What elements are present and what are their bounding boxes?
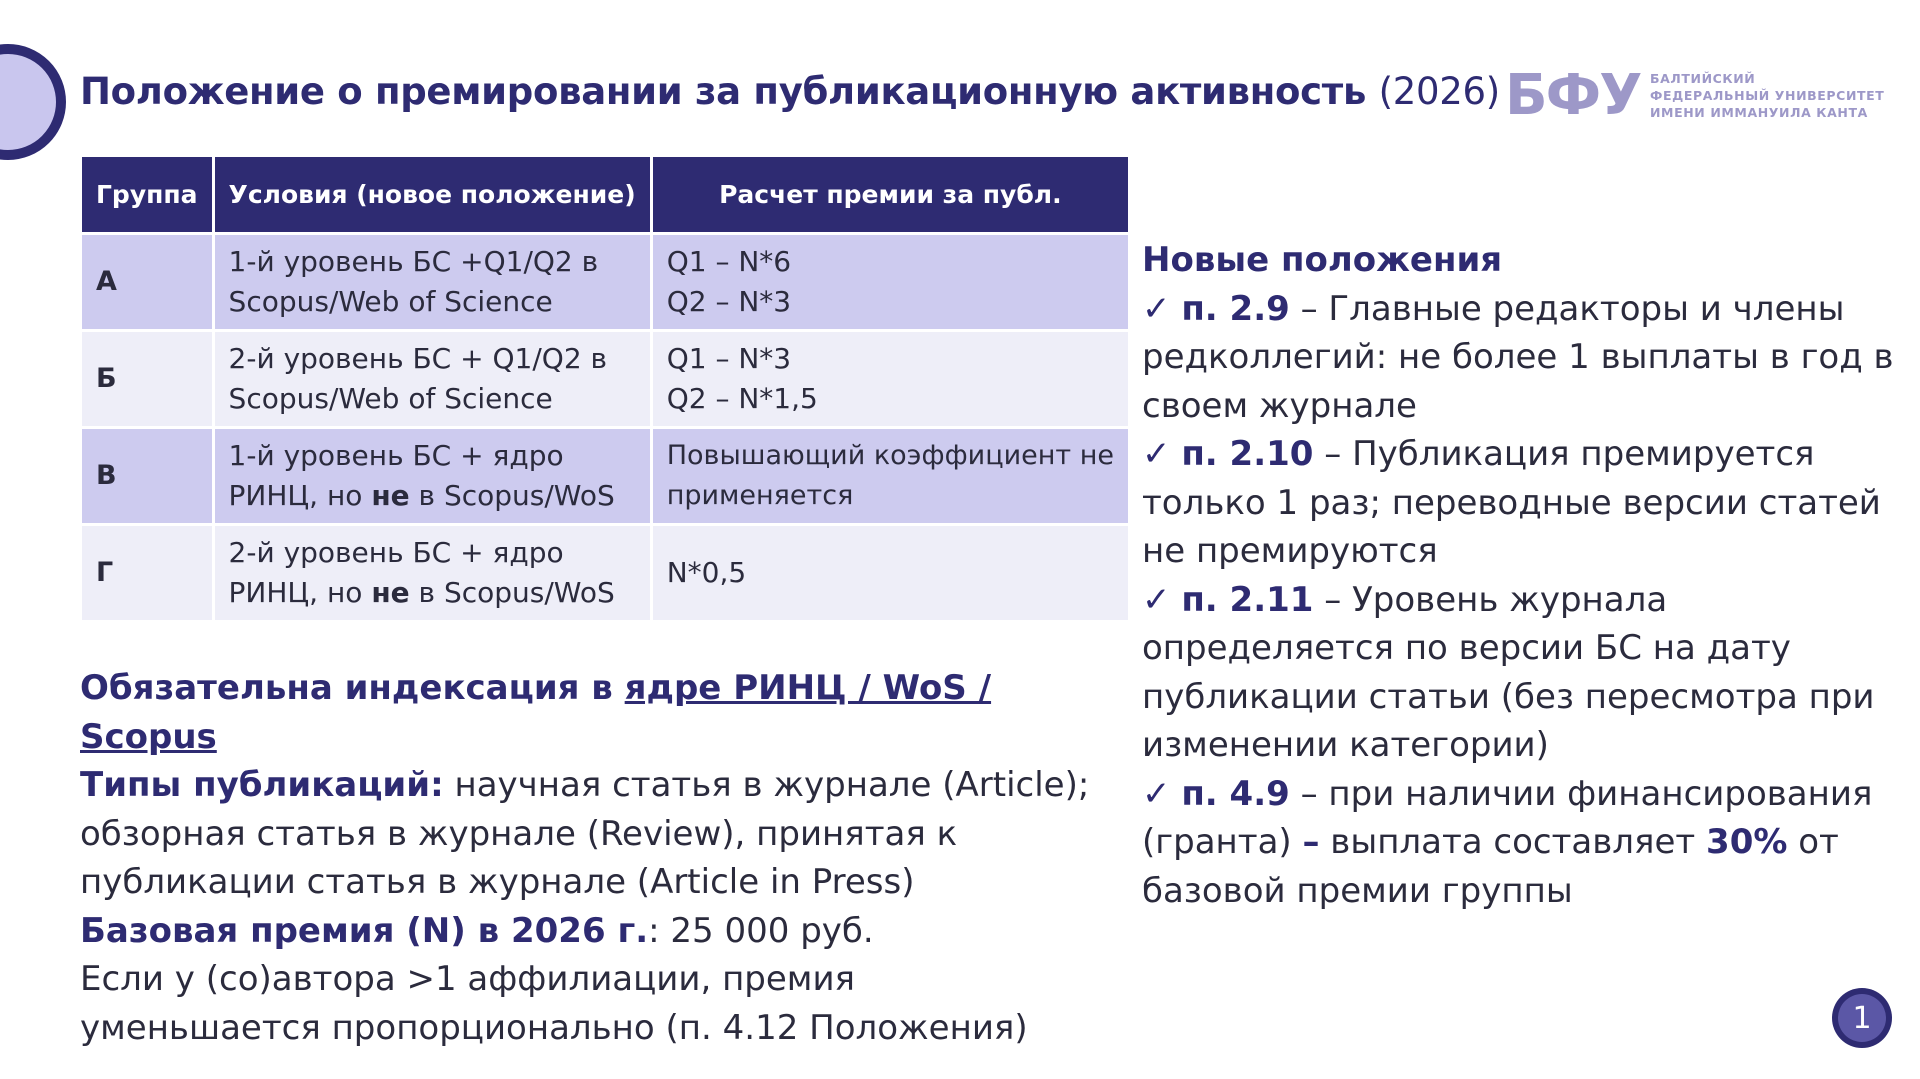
new-provisions-block: [1142, 236, 1902, 915]
cond-bold: не: [371, 576, 410, 609]
provision-text-1: – при наличии финансирования (гранта): [1142, 773, 1873, 862]
base-label: Базовая премия (N) в 2026 г.: [80, 910, 649, 951]
provision-text-3: от базовой премии группы: [1142, 822, 1839, 911]
checkmark-icon: ✓: [1142, 773, 1171, 814]
cell-calculation: [653, 429, 1128, 523]
page-number-badge: [1832, 988, 1892, 1048]
provision-item: [1142, 576, 1902, 770]
header-conditions: Условия (новое положение): [215, 157, 650, 232]
header-group: Группа: [82, 157, 212, 232]
indexing-label: Обязательна индексация в: [80, 668, 625, 708]
cond-line-2: [229, 476, 636, 516]
provisions-heading: Новые положения: [1142, 240, 1503, 280]
provision-percent: 30%: [1706, 822, 1788, 862]
cond-post: в Scopus/WoS: [409, 479, 615, 512]
bonus-table: [79, 154, 1131, 623]
table-row: [82, 235, 1128, 329]
types-paragraph: [80, 761, 1090, 907]
cond-line-1: 2-й уровень БС + ядро: [228, 536, 564, 569]
slide-title: [80, 70, 1500, 113]
table-row: [82, 332, 1128, 426]
calc-line-1: Q1 – N*3: [666, 342, 792, 375]
logo-line-2: ФЕДЕРАЛЬНЫЙ УНИВЕРСИТЕТ: [1650, 88, 1885, 103]
cond-line-2: [229, 573, 636, 613]
cond-pre: РИНЦ, но: [228, 576, 372, 609]
cell-calculation: [653, 526, 1128, 620]
cell-group: Г: [82, 526, 212, 620]
title-text: Положение о премировании за публикационную активность: [80, 70, 1367, 113]
cell-conditions: [215, 429, 650, 523]
logo-text: [1650, 70, 1890, 121]
calc-line-2: Q2 – N*3: [666, 285, 792, 318]
affiliation-paragraph: Если у (со)автора >1 аффилиации, премия уменьшается пропорционально (п. 4.12 Положения): [80, 959, 1028, 1048]
cell-group: А: [82, 235, 212, 329]
header-calculation: Расчет премии за публ.: [653, 157, 1128, 232]
provision-text: – Уровень журнала определяется по версии БС на дату публикации статьи (без пересмотра при изменении категории): [1142, 579, 1875, 765]
provision-ref: п. 4.9: [1181, 773, 1290, 814]
cell-conditions: [215, 332, 650, 426]
provision-dash: –: [1302, 822, 1320, 862]
table-header-row: [82, 157, 1128, 232]
provision-text: – Главные редакторы и члены редколлегий: не более 1 выплаты в год в своем журнале: [1142, 288, 1894, 426]
calc-line-2: Q2 – N*1,5: [666, 382, 818, 415]
calc-line-2: применяется: [666, 480, 854, 511]
provision-text-2: выплата составляет: [1319, 822, 1707, 862]
cond-line-1: 1-й уровень БС +Q1/Q2 в: [228, 245, 599, 278]
provision-ref: п. 2.10: [1181, 434, 1314, 474]
requirements-block: [80, 664, 1090, 1052]
provision-ref: п. 2.9: [1181, 288, 1290, 329]
cell-group: В: [82, 429, 212, 523]
calc-line-1: Q1 – N*6: [666, 245, 792, 278]
checkmark-icon: ✓: [1142, 288, 1171, 329]
cond-line-2: Scopus/Web of Science: [228, 285, 553, 318]
table-row: [82, 526, 1128, 620]
cond-pre: РИНЦ, но: [228, 479, 372, 512]
table-row: [82, 429, 1128, 523]
cell-conditions: [215, 526, 650, 620]
provision-item: [1142, 285, 1902, 431]
types-text: научная статья в журнале (Article); обзорная статья в журнале (Review), принятая к публикации статья в журнале (Article in Press): [80, 765, 1090, 902]
checkmark-icon: ✓: [1142, 579, 1171, 620]
logo-line-1: БАЛТИЙСКИЙ: [1650, 71, 1756, 86]
cell-group: Б: [82, 332, 212, 426]
checkmark-icon: ✓: [1142, 434, 1171, 474]
base-colon: :: [648, 910, 660, 951]
cell-conditions: [215, 235, 650, 329]
calc-line-1: N*0,5: [666, 556, 747, 589]
logo-mark: БФУ: [1505, 63, 1641, 128]
indexing-line: [80, 664, 1090, 761]
decorative-circle: [0, 44, 66, 160]
cell-calculation: [653, 332, 1128, 426]
cell-calculation: [653, 235, 1128, 329]
cond-line-1: 2-й уровень БС + Q1/Q2 в: [228, 342, 608, 375]
base-bonus-line: [80, 907, 1090, 956]
logo-line-3: ИМЕНИ ИММАНУИЛА КАНТА: [1650, 105, 1868, 120]
types-label: Типы публикаций:: [80, 765, 444, 805]
title-year: (2026): [1378, 70, 1500, 113]
cond-line-1: 1-й уровень БС + ядро: [228, 439, 564, 472]
cond-bold: не: [371, 479, 410, 512]
page-number: 1: [1838, 994, 1886, 1042]
indexing-value: ядре РИНЦ / WoS / Scopus: [80, 668, 992, 757]
provision-item: [1142, 430, 1902, 576]
provision-text: – Публикация премируется только 1 раз; переводные версии статей не премируются: [1142, 434, 1881, 571]
provision-ref: п. 2.11: [1181, 579, 1314, 620]
provision-item: [1142, 770, 1902, 916]
cond-post: в Scopus/WoS: [409, 576, 615, 609]
base-value: 25 000 руб.: [659, 910, 874, 951]
cond-line-2: Scopus/Web of Science: [228, 382, 553, 415]
calc-line-1: Повышающий коэффициент не: [666, 440, 1114, 471]
